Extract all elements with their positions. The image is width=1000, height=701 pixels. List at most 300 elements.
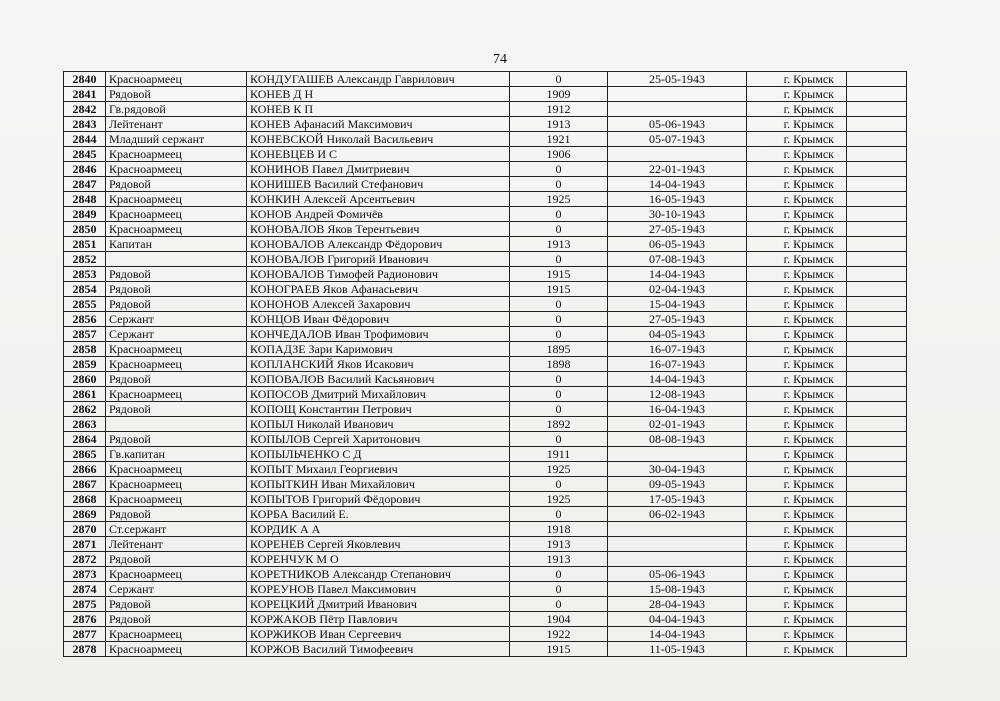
name-cell: КОПЫЛОВ Сергей Харитонович (247, 432, 510, 447)
rank-cell (106, 417, 247, 432)
rank-cell: Красноармеец (106, 477, 247, 492)
rank-cell: Рядовой (106, 402, 247, 417)
record-number: 2859 (64, 357, 106, 372)
death-date-cell: 11-05-1943 (608, 642, 747, 657)
rank-cell: Рядовой (106, 552, 247, 567)
rank-cell: Красноармеец (106, 207, 247, 222)
record-number: 2851 (64, 237, 106, 252)
name-cell: КОПОВАЛОВ Василий Касьянович (247, 372, 510, 387)
burial-place-cell: г. Крымск (747, 372, 847, 387)
burial-place-cell: г. Крымск (747, 267, 847, 282)
birth-year-cell: 0 (510, 252, 608, 267)
table-row (64, 387, 907, 402)
notes-cell (847, 327, 907, 342)
notes-cell (847, 342, 907, 357)
record-number: 2864 (64, 432, 106, 447)
notes-cell (847, 432, 907, 447)
table-row (64, 342, 907, 357)
name-cell: КОНОВАЛОВ Григорий Иванович (247, 252, 510, 267)
page-number: 74 (493, 52, 507, 67)
birth-year-cell: 0 (510, 297, 608, 312)
notes-cell (847, 147, 907, 162)
birth-year-cell: 1915 (510, 267, 608, 282)
burial-place-cell: г. Крымск (747, 222, 847, 237)
name-cell: КОРЕНЕВ Сергей Яковлевич (247, 537, 510, 552)
rank-cell: Рядовой (106, 297, 247, 312)
death-date-cell: 02-01-1943 (608, 417, 747, 432)
death-date-cell: 16-07-1943 (608, 342, 747, 357)
table-row (64, 312, 907, 327)
table-row (64, 537, 907, 552)
birth-year-cell: 1922 (510, 627, 608, 642)
death-date-cell: 09-05-1943 (608, 477, 747, 492)
table-row (64, 477, 907, 492)
table-row (64, 297, 907, 312)
rank-cell: Лейтенант (106, 117, 247, 132)
death-date-cell: 17-05-1943 (608, 492, 747, 507)
notes-cell (847, 72, 907, 87)
death-date-cell: 16-05-1943 (608, 192, 747, 207)
notes-cell (847, 222, 907, 237)
burial-place-cell: г. Крымск (747, 327, 847, 342)
name-cell: КОРЖАКОВ Пётр Павлович (247, 612, 510, 627)
name-cell: КОРЕУНОВ Павел Максимович (247, 582, 510, 597)
rank-cell: Сержант (106, 582, 247, 597)
burial-place-cell: г. Крымск (747, 642, 847, 657)
name-cell: КОНОВАЛОВ Тимофей Радионович (247, 267, 510, 282)
birth-year-cell: 1909 (510, 87, 608, 102)
name-cell: КОНЕВСКОЙ Николай Васильевич (247, 132, 510, 147)
table-row (64, 357, 907, 372)
birth-year-cell: 1912 (510, 102, 608, 117)
burial-place-cell: г. Крымск (747, 192, 847, 207)
death-date-cell: 05-07-1943 (608, 132, 747, 147)
burial-place-cell: г. Крымск (747, 612, 847, 627)
death-date-cell (608, 447, 747, 462)
death-date-cell: 04-04-1943 (608, 612, 747, 627)
notes-cell (847, 162, 907, 177)
name-cell: КОПАДЗЕ Зари Каримович (247, 342, 510, 357)
notes-cell (847, 252, 907, 267)
name-cell: КОНИШЕВ Василий Стефанович (247, 177, 510, 192)
birth-year-cell: 1913 (510, 117, 608, 132)
notes-cell (847, 282, 907, 297)
burial-place-cell: г. Крымск (747, 312, 847, 327)
death-date-cell: 15-04-1943 (608, 297, 747, 312)
table-row (64, 117, 907, 132)
table-row (64, 462, 907, 477)
burial-place-cell: г. Крымск (747, 402, 847, 417)
death-date-cell: 30-10-1943 (608, 207, 747, 222)
birth-year-cell: 1911 (510, 447, 608, 462)
name-cell: КОПЫЛЬЧЕНКО С Д (247, 447, 510, 462)
birth-year-cell: 1913 (510, 552, 608, 567)
name-cell: КОРБА Василий Е. (247, 507, 510, 522)
rank-cell: Красноармеец (106, 192, 247, 207)
record-number: 2841 (64, 87, 106, 102)
death-date-cell: 08-08-1943 (608, 432, 747, 447)
rank-cell: Красноармеец (106, 387, 247, 402)
notes-cell (847, 87, 907, 102)
burial-place-cell: г. Крымск (747, 447, 847, 462)
record-number: 2842 (64, 102, 106, 117)
notes-cell (847, 522, 907, 537)
death-date-cell: 06-05-1943 (608, 237, 747, 252)
record-number: 2857 (64, 327, 106, 342)
table-row (64, 327, 907, 342)
notes-cell (847, 567, 907, 582)
burial-place-cell: г. Крымск (747, 102, 847, 117)
burial-place-cell: г. Крымск (747, 72, 847, 87)
burial-place-cell: г. Крымск (747, 417, 847, 432)
record-number: 2850 (64, 222, 106, 237)
burial-place-cell: г. Крымск (747, 552, 847, 567)
table-row (64, 612, 907, 627)
rank-cell: Рядовой (106, 372, 247, 387)
burial-place-cell: г. Крымск (747, 462, 847, 477)
burial-place-cell: г. Крымск (747, 567, 847, 582)
rank-cell: Младший сержант (106, 132, 247, 147)
table-row (64, 87, 907, 102)
birth-year-cell: 1925 (510, 462, 608, 477)
table-row (64, 267, 907, 282)
table-row (64, 597, 907, 612)
name-cell: КОНЕВ Д Н (247, 87, 510, 102)
record-number: 2870 (64, 522, 106, 537)
record-number: 2852 (64, 252, 106, 267)
birth-year-cell: 0 (510, 402, 608, 417)
birth-year-cell: 1895 (510, 342, 608, 357)
record-number: 2847 (64, 177, 106, 192)
notes-cell (847, 387, 907, 402)
birth-year-cell: 0 (510, 432, 608, 447)
table-row (64, 642, 907, 657)
death-date-cell: 14-04-1943 (608, 177, 747, 192)
rank-cell: Ст.сержант (106, 522, 247, 537)
register-body (64, 72, 907, 657)
rank-cell: Красноармеец (106, 642, 247, 657)
death-date-cell: 06-02-1943 (608, 507, 747, 522)
death-date-cell: 04-05-1943 (608, 327, 747, 342)
notes-cell (847, 447, 907, 462)
record-number: 2845 (64, 147, 106, 162)
record-number: 2867 (64, 477, 106, 492)
record-number: 2846 (64, 162, 106, 177)
birth-year-cell: 0 (510, 507, 608, 522)
table-row (64, 132, 907, 147)
burial-place-cell: г. Крымск (747, 432, 847, 447)
rank-cell: Рядовой (106, 597, 247, 612)
table-row (64, 192, 907, 207)
burial-place-cell: г. Крымск (747, 537, 847, 552)
name-cell: КОПОЩ Константин Петрович (247, 402, 510, 417)
name-cell: КОНЕВ К П (247, 102, 510, 117)
burial-place-cell: г. Крымск (747, 492, 847, 507)
burial-place-cell: г. Крымск (747, 207, 847, 222)
death-date-cell: 14-04-1943 (608, 627, 747, 642)
burial-place-cell: г. Крымск (747, 132, 847, 147)
name-cell: КОПЫТКИН Иван Михайлович (247, 477, 510, 492)
table-row (64, 522, 907, 537)
name-cell: КОПЫТ Михаил Георгиевич (247, 462, 510, 477)
name-cell: КОНДУГАШЕВ Александр Гаврилович (247, 72, 510, 87)
name-cell: КОНЧЕДАЛОВ Иван Трофимович (247, 327, 510, 342)
birth-year-cell: 0 (510, 177, 608, 192)
death-date-cell: 07-08-1943 (608, 252, 747, 267)
burial-register-table (63, 71, 907, 657)
table-row (64, 447, 907, 462)
death-date-cell: 16-04-1943 (608, 402, 747, 417)
death-date-cell: 25-05-1943 (608, 72, 747, 87)
birth-year-cell: 0 (510, 372, 608, 387)
birth-year-cell: 1925 (510, 192, 608, 207)
death-date-cell (608, 522, 747, 537)
death-date-cell (608, 537, 747, 552)
birth-year-cell: 1892 (510, 417, 608, 432)
name-cell: КОНКИН Алексей Арсентьевич (247, 192, 510, 207)
birth-year-cell: 0 (510, 327, 608, 342)
notes-cell (847, 207, 907, 222)
rank-cell: Красноармеец (106, 462, 247, 477)
burial-place-cell: г. Крымск (747, 357, 847, 372)
table-row (64, 102, 907, 117)
table-row (64, 627, 907, 642)
name-cell: КОРЖИКОВ Иван Сергеевич (247, 627, 510, 642)
notes-cell (847, 612, 907, 627)
record-number: 2877 (64, 627, 106, 642)
burial-place-cell: г. Крымск (747, 177, 847, 192)
burial-place-cell: г. Крымск (747, 582, 847, 597)
record-number: 2862 (64, 402, 106, 417)
rank-cell: Красноармеец (106, 342, 247, 357)
record-number: 2843 (64, 117, 106, 132)
birth-year-cell: 0 (510, 567, 608, 582)
birth-year-cell: 1906 (510, 147, 608, 162)
notes-cell (847, 537, 907, 552)
record-number: 2868 (64, 492, 106, 507)
record-number: 2873 (64, 567, 106, 582)
burial-place-cell: г. Крымск (747, 477, 847, 492)
rank-cell: Рядовой (106, 87, 247, 102)
table-row (64, 582, 907, 597)
rank-cell: Лейтенант (106, 537, 247, 552)
notes-cell (847, 492, 907, 507)
rank-cell: Красноармеец (106, 222, 247, 237)
name-cell: КОРЖОВ Василий Тимофеевич (247, 642, 510, 657)
table-row (64, 432, 907, 447)
rank-cell: Красноармеец (106, 567, 247, 582)
birth-year-cell: 0 (510, 387, 608, 402)
death-date-cell: 28-04-1943 (608, 597, 747, 612)
record-number: 2874 (64, 582, 106, 597)
name-cell: КОНИНОВ Павел Дмитриевич (247, 162, 510, 177)
record-number: 2871 (64, 537, 106, 552)
table-row (64, 282, 907, 297)
record-number: 2854 (64, 282, 106, 297)
name-cell: КОНЕВЦЕВ И С (247, 147, 510, 162)
record-number: 2861 (64, 387, 106, 402)
birth-year-cell: 0 (510, 72, 608, 87)
name-cell: КОНОНОВ Алексей Захарович (247, 297, 510, 312)
record-number: 2865 (64, 447, 106, 462)
table-row (64, 177, 907, 192)
notes-cell (847, 507, 907, 522)
birth-year-cell: 0 (510, 477, 608, 492)
birth-year-cell: 1913 (510, 237, 608, 252)
birth-year-cell: 0 (510, 162, 608, 177)
burial-place-cell: г. Крымск (747, 597, 847, 612)
burial-place-cell: г. Крымск (747, 87, 847, 102)
record-number: 2860 (64, 372, 106, 387)
notes-cell (847, 192, 907, 207)
table-row (64, 147, 907, 162)
burial-place-cell: г. Крымск (747, 282, 847, 297)
name-cell: КОРЕНЧУК М О (247, 552, 510, 567)
name-cell: КОРЕТНИКОВ Александр Степанович (247, 567, 510, 582)
rank-cell: Рядовой (106, 612, 247, 627)
notes-cell (847, 417, 907, 432)
notes-cell (847, 552, 907, 567)
name-cell: КОНОВАЛОВ Яков Терентьевич (247, 222, 510, 237)
record-number: 2876 (64, 612, 106, 627)
record-number: 2848 (64, 192, 106, 207)
burial-place-cell: г. Крымск (747, 297, 847, 312)
burial-place-cell: г. Крымск (747, 252, 847, 267)
name-cell: КОПЫЛ Николай Иванович (247, 417, 510, 432)
name-cell: КОПОСОВ Дмитрий Михайлович (247, 387, 510, 402)
rank-cell: Гв.рядовой (106, 102, 247, 117)
notes-cell (847, 117, 907, 132)
notes-cell (847, 237, 907, 252)
record-number: 2863 (64, 417, 106, 432)
name-cell: КОНОГРАЕВ Яков Афанасьевич (247, 282, 510, 297)
death-date-cell: 05-06-1943 (608, 567, 747, 582)
table-row (64, 402, 907, 417)
burial-place-cell: г. Крымск (747, 342, 847, 357)
name-cell: КОНЕВ Афанасий Максимович (247, 117, 510, 132)
burial-place-cell: г. Крымск (747, 147, 847, 162)
birth-year-cell: 1898 (510, 357, 608, 372)
burial-place-cell: г. Крымск (747, 522, 847, 537)
birth-year-cell: 1913 (510, 537, 608, 552)
record-number: 2856 (64, 312, 106, 327)
record-number: 2853 (64, 267, 106, 282)
table-row (64, 507, 907, 522)
rank-cell: Рядовой (106, 507, 247, 522)
notes-cell (847, 372, 907, 387)
table-row (64, 417, 907, 432)
burial-place-cell: г. Крымск (747, 237, 847, 252)
birth-year-cell: 1918 (510, 522, 608, 537)
notes-cell (847, 312, 907, 327)
name-cell: КОНОВ Андрей Фомичёв (247, 207, 510, 222)
death-date-cell (608, 102, 747, 117)
record-number: 2878 (64, 642, 106, 657)
death-date-cell: 22-01-1943 (608, 162, 747, 177)
notes-cell (847, 642, 907, 657)
death-date-cell: 27-05-1943 (608, 222, 747, 237)
burial-place-cell: г. Крымск (747, 387, 847, 402)
record-number: 2869 (64, 507, 106, 522)
notes-cell (847, 267, 907, 282)
rank-cell: Красноармеец (106, 627, 247, 642)
table-row (64, 492, 907, 507)
name-cell: КОНОВАЛОВ Александр Фёдорович (247, 237, 510, 252)
burial-place-cell: г. Крымск (747, 507, 847, 522)
record-number: 2855 (64, 297, 106, 312)
table-row (64, 372, 907, 387)
record-number: 2866 (64, 462, 106, 477)
table-row (64, 162, 907, 177)
death-date-cell (608, 147, 747, 162)
table-row (64, 72, 907, 87)
birth-year-cell: 0 (510, 207, 608, 222)
birth-year-cell: 0 (510, 582, 608, 597)
rank-cell: Красноармеец (106, 147, 247, 162)
death-date-cell: 16-07-1943 (608, 357, 747, 372)
notes-cell (847, 402, 907, 417)
rank-cell: Красноармеец (106, 72, 247, 87)
birth-year-cell: 0 (510, 597, 608, 612)
death-date-cell (608, 87, 747, 102)
table-row (64, 222, 907, 237)
death-date-cell: 30-04-1943 (608, 462, 747, 477)
notes-cell (847, 102, 907, 117)
notes-cell (847, 462, 907, 477)
birth-year-cell: 1915 (510, 642, 608, 657)
record-number: 2840 (64, 72, 106, 87)
death-date-cell (608, 552, 747, 567)
death-date-cell: 05-06-1943 (608, 117, 747, 132)
birth-year-cell: 1925 (510, 492, 608, 507)
rank-cell: Сержант (106, 327, 247, 342)
birth-year-cell: 0 (510, 312, 608, 327)
name-cell: КОПЫТОВ Григорий Фёдорович (247, 492, 510, 507)
rank-cell: Красноармеец (106, 492, 247, 507)
record-number: 2844 (64, 132, 106, 147)
death-date-cell: 02-04-1943 (608, 282, 747, 297)
record-number: 2858 (64, 342, 106, 357)
death-date-cell: 27-05-1943 (608, 312, 747, 327)
rank-cell: Красноармеец (106, 162, 247, 177)
rank-cell: Капитан (106, 237, 247, 252)
notes-cell (847, 627, 907, 642)
name-cell: КОРДИК А А (247, 522, 510, 537)
table-row (64, 567, 907, 582)
record-number: 2875 (64, 597, 106, 612)
table-row (64, 207, 907, 222)
rank-cell: Рядовой (106, 432, 247, 447)
notes-cell (847, 357, 907, 372)
record-number: 2849 (64, 207, 106, 222)
birth-year-cell: 1915 (510, 282, 608, 297)
rank-cell: Красноармеец (106, 357, 247, 372)
rank-cell (106, 252, 247, 267)
birth-year-cell: 1921 (510, 132, 608, 147)
burial-place-cell: г. Крымск (747, 627, 847, 642)
rank-cell: Рядовой (106, 267, 247, 282)
birth-year-cell: 0 (510, 222, 608, 237)
notes-cell (847, 177, 907, 192)
burial-place-cell: г. Крымск (747, 162, 847, 177)
death-date-cell: 14-04-1943 (608, 372, 747, 387)
record-number: 2872 (64, 552, 106, 567)
notes-cell (847, 597, 907, 612)
table-row (64, 552, 907, 567)
notes-cell (847, 297, 907, 312)
burial-place-cell: г. Крымск (747, 117, 847, 132)
rank-cell: Сержант (106, 312, 247, 327)
